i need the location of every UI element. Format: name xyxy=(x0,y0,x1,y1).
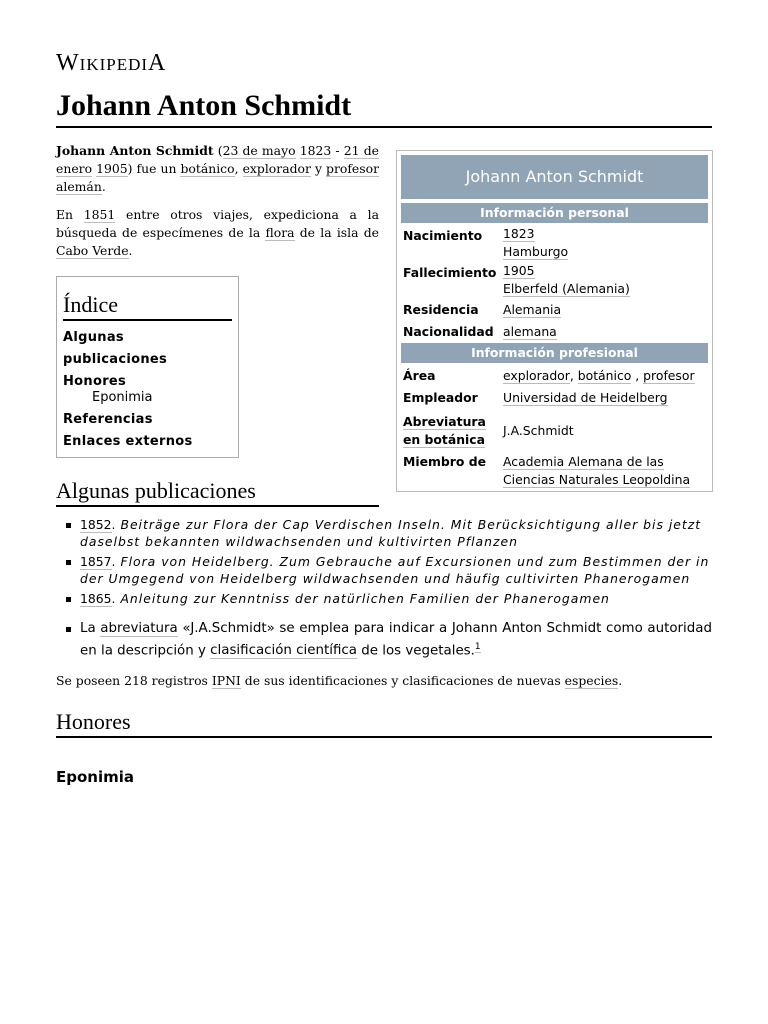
link-alemana[interactable]: alemana xyxy=(503,324,557,339)
link-birth-day[interactable]: 23 de mayo xyxy=(222,143,296,158)
link-explorador[interactable]: explorador xyxy=(242,161,311,176)
infobox-row-nacionalidad: Nacionalidad alemana xyxy=(403,324,557,339)
link-hamburgo[interactable]: Hamburgo xyxy=(503,243,569,259)
abreviatura-paragraph: La abreviatura «J.A.Schmidt» se emplea para indicar a Johann Anton Schmidt como autoridad en la descripción y clasificación científica de los vegetales.$^1$ xyxy=(80,621,712,659)
toc-title: Índice xyxy=(63,291,232,321)
logo-letters: IKIPEDI xyxy=(79,55,149,74)
link-area-profesor[interactable]: profesor xyxy=(643,368,695,383)
link-1851[interactable]: 1851 xyxy=(83,207,116,222)
link-aleman[interactable]: alemán xyxy=(56,179,102,194)
table-of-contents xyxy=(56,276,239,458)
link-flora[interactable]: flora xyxy=(265,225,295,240)
article-subject: Johann Anton Schmidt xyxy=(56,143,214,158)
infobox-row-miembro: Miembro de Academia Alemana de las Ciencias Naturales Leopoldina xyxy=(403,454,691,487)
logo-letter-w: W xyxy=(56,50,80,76)
infobox-row-fallecimiento: Fallecimiento 1905 Elberfeld (Alemania) xyxy=(403,263,630,296)
publications-list xyxy=(80,516,712,610)
link-cabo-verde[interactable]: Cabo Verde xyxy=(56,243,129,258)
infobox-section-personal: Información personal xyxy=(401,203,708,223)
intro-section xyxy=(56,142,379,270)
link-clasificacion[interactable]: clasificación científica xyxy=(210,643,357,659)
ipni-paragraph: Se poseen 218 registros IPNI de sus identificaciones y clasificaciones de nuevas especies. xyxy=(56,673,623,688)
link-death-day[interactable]: 21 de enero xyxy=(56,143,379,176)
toc-item-enlaces[interactable]: Enlaces externos xyxy=(63,434,193,449)
list-item: 1857. Flora von Heidelberg. Zum Gebrauche auf Excursionen und zum Bestimmen der in der Umgegend von Heidelberg wildwachsenden und häufig cultivirten Phanerogamen xyxy=(80,553,712,587)
link-pub-year[interactable]: 1865 xyxy=(80,591,112,606)
link-death-year[interactable]: 1905 xyxy=(96,161,128,176)
infobox-row-nacimiento: Nacimiento 1823 Hamburgo xyxy=(403,226,569,259)
infobox-section-profesional: Información profesional xyxy=(401,343,708,363)
list-item: 1852. Beiträge zur Flora der Cap Verdischen Inseln. Mit Berücksichtigung aller bis jetzt daselbst bekannten wildwachsenden und kultivirten Pflanzen xyxy=(80,516,712,550)
logo-letter-a: A xyxy=(148,50,167,76)
reference-link[interactable]: 1 xyxy=(474,642,481,652)
infobox-row-empleador: Empleador Universidad de Heidelberg xyxy=(403,390,668,405)
list-item: 1865. Anleitung zur Kenntniss der natürlichen Familien der Phanerogamen xyxy=(80,590,712,607)
link-birth-year-infobox[interactable]: 1823 xyxy=(503,226,535,241)
link-alemania[interactable]: Alemania xyxy=(503,302,562,317)
link-botanico[interactable]: botánico xyxy=(180,161,235,176)
heading-eponimia: Eponimia xyxy=(56,768,135,786)
intro-paragraph-1: Johann Anton Schmidt (23 de mayo 1823 - 21 de enero 1905) fue un botánico, explorador y profesor alemán. xyxy=(56,143,379,194)
toc-item-publicaciones[interactable]: Algunas publicaciones xyxy=(63,330,168,367)
page-title: Johann Anton Schmidt xyxy=(56,86,712,128)
link-ipni[interactable]: IPNI xyxy=(211,673,241,688)
link-leopoldina[interactable]: Academia Alemana de las Ciencias Naturales Leopoldina xyxy=(503,454,691,487)
link-pub-year[interactable]: 1857 xyxy=(80,554,112,569)
toc-item-referencias[interactable]: Referencias xyxy=(63,412,153,427)
infobox-row-residencia: Residencia Alemania xyxy=(403,302,562,317)
toc-item-honores[interactable]: Honores xyxy=(63,374,127,389)
intro-paragraph-2: En 1851 entre otros viajes, expediciona a la búsqueda de especímenes de la flora de la isla de Cabo Verde. xyxy=(56,207,379,258)
link-especies[interactable]: especies xyxy=(564,673,619,688)
heading-publicaciones: Algunas publicaciones xyxy=(56,477,379,507)
link-pub-year[interactable]: 1852 xyxy=(80,517,112,532)
link-heidelberg[interactable]: Universidad de Heidelberg xyxy=(503,390,668,405)
heading-honores: Honores xyxy=(56,708,712,738)
link-profesor[interactable]: profesor xyxy=(326,161,379,176)
link-elberfeld[interactable]: Elberfeld (Alemania) xyxy=(503,280,630,296)
toc-item-eponimia[interactable]: Eponimia xyxy=(92,390,153,405)
infobox-row-abreviatura xyxy=(401,413,708,449)
link-abreviatura[interactable]: abreviatura xyxy=(100,621,178,636)
link-death-year-infobox[interactable]: 1905 xyxy=(503,263,535,278)
link-area-explorador[interactable]: explorador xyxy=(503,368,570,383)
link-birth-year[interactable]: 1823 xyxy=(299,143,332,158)
wikipedia-logo[interactable] xyxy=(56,50,166,77)
infobox-row-area: Área explorador, botánico , profesor xyxy=(403,368,695,383)
link-area-botanico[interactable]: botánico xyxy=(577,368,632,383)
infobox xyxy=(396,150,713,492)
link-abreviatura-label[interactable]: Abreviatura en botánica xyxy=(403,414,486,447)
infobox-title: Johann Anton Schmidt xyxy=(401,155,708,199)
abreviatura-value: J.A.Schmidt xyxy=(503,423,574,438)
